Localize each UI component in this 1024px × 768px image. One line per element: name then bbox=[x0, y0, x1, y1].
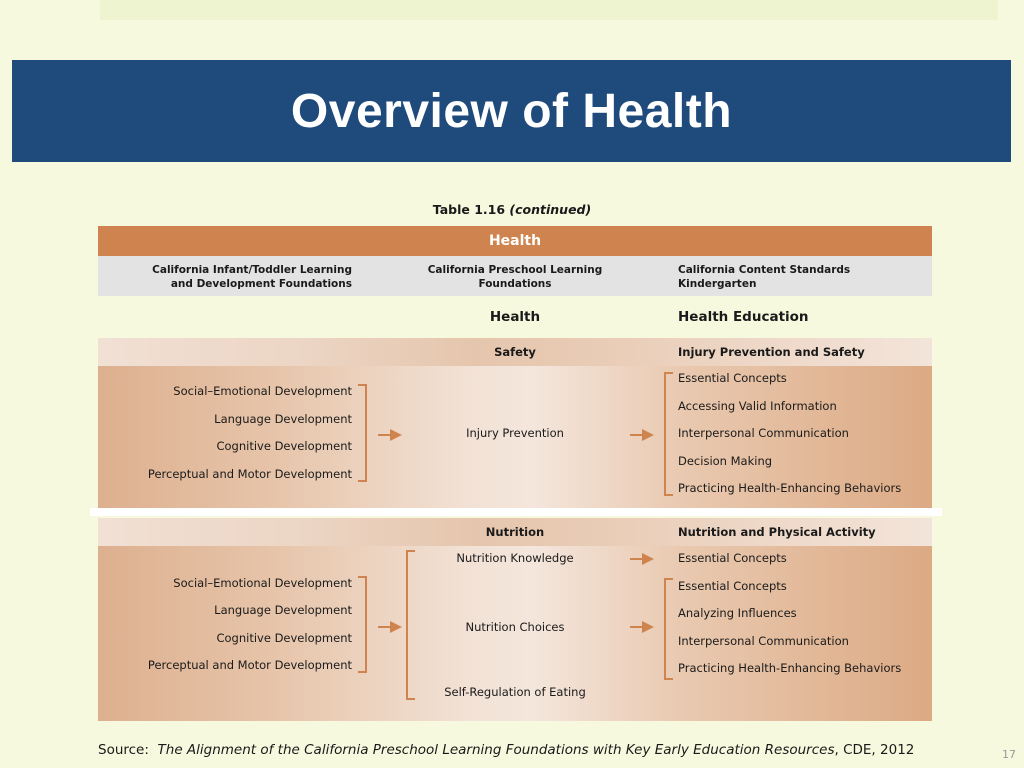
nutrition-band-head bbox=[98, 518, 932, 546]
nutrition-kinder-bracket bbox=[664, 578, 673, 680]
source-title: The Alignment of the California Preschool Learning Foundations with Key Early Education Resources bbox=[157, 742, 835, 758]
sub-header-health-education: Health Education bbox=[678, 309, 809, 325]
safety-infant-item: Cognitive Development bbox=[216, 439, 352, 453]
source-prefix: Source: bbox=[98, 742, 149, 758]
table-caption-suffix: (continued) bbox=[509, 202, 592, 217]
safety-infant-item: Social–Emotional Development bbox=[173, 384, 352, 398]
safety-band-head bbox=[98, 338, 932, 366]
col-header-kindergarten-line2: Kindergarten bbox=[678, 278, 757, 290]
sub-headers bbox=[98, 296, 932, 338]
nutrition-preschool-bracket bbox=[406, 550, 415, 700]
col-header-infant-line2: and Development Foundations bbox=[170, 278, 352, 290]
col-header-infant-line1: California Infant/Toddler Learning bbox=[152, 264, 352, 276]
nutrition-preschool-item: Nutrition Choices bbox=[465, 620, 565, 634]
safety-preschool-item: Injury Prevention bbox=[466, 426, 564, 440]
safety-infant-item: Perceptual and Motor Development bbox=[147, 467, 352, 481]
nutrition-infant-item: Cognitive Development bbox=[216, 631, 352, 645]
col-header-preschool-line1: California Preschool Learning bbox=[427, 264, 603, 276]
col-header-kindergarten bbox=[678, 263, 850, 291]
sub-header-health: Health bbox=[489, 309, 541, 325]
nutrition-kinder-item: Analyzing Influences bbox=[678, 606, 797, 620]
safety-infant-bracket bbox=[358, 384, 367, 482]
source-suffix: , CDE, 2012 bbox=[834, 742, 915, 758]
nutrition-infant-bracket bbox=[358, 576, 367, 673]
safety-kinder-item: Essential Concepts bbox=[678, 371, 787, 385]
nutrition-infant-item: Language Development bbox=[214, 603, 352, 617]
col-header-preschool bbox=[415, 263, 615, 291]
section-divider bbox=[90, 508, 942, 516]
arrow-right-icon bbox=[630, 620, 654, 634]
nutrition-kinder-item: Interpersonal Communication bbox=[678, 634, 849, 648]
col-header-kindergarten-line1: California Content Standards bbox=[678, 264, 851, 276]
nutrition-kinder-item: Essential Concepts bbox=[678, 579, 787, 593]
injury-prevention-safety-heading: Injury Prevention and Safety bbox=[678, 345, 865, 359]
arrow-right-icon bbox=[630, 428, 654, 442]
safety-kinder-item: Practicing Health-Enhancing Behaviors bbox=[678, 481, 902, 495]
arrow-right-icon bbox=[378, 428, 402, 442]
safety-kinder-item: Accessing Valid Information bbox=[678, 399, 837, 413]
safety-kinder-item: Decision Making bbox=[678, 454, 773, 468]
table-caption-prefix: Table 1.16 bbox=[432, 202, 506, 217]
title-bar bbox=[12, 60, 1011, 162]
source-citation bbox=[98, 742, 914, 758]
nutrition-preschool-item: Self-Regulation of Eating bbox=[444, 685, 586, 699]
arrow-right-icon bbox=[630, 552, 654, 566]
col-header-preschool-line2: Foundations bbox=[478, 278, 552, 290]
arrow-right-icon bbox=[378, 620, 402, 634]
safety-kinder-bracket bbox=[664, 372, 673, 496]
nutrition-preschool-item: Nutrition Knowledge bbox=[456, 551, 574, 565]
page-number: 17 bbox=[1002, 748, 1016, 761]
safety-infant-item: Language Development bbox=[214, 412, 352, 426]
slide-title: Overview of Health bbox=[290, 84, 733, 138]
table-header: Health bbox=[98, 226, 932, 256]
column-headers bbox=[98, 256, 932, 296]
nutrition-kinder-item: Practicing Health-Enhancing Behaviors bbox=[678, 661, 902, 675]
safety-heading: Safety bbox=[494, 345, 536, 359]
nutrition-kinder-top-item: Essential Concepts bbox=[678, 551, 787, 565]
table-caption bbox=[0, 202, 1024, 217]
nutrition-infant-item: Social–Emotional Development bbox=[173, 576, 352, 590]
safety-kinder-item: Interpersonal Communication bbox=[678, 426, 849, 440]
nutrition-infant-item: Perceptual and Motor Development bbox=[147, 658, 352, 672]
top-strip bbox=[100, 0, 998, 20]
col-header-infant bbox=[152, 263, 352, 291]
nutrition-heading: Nutrition bbox=[485, 525, 545, 539]
nutrition-physical-activity-heading: Nutrition and Physical Activity bbox=[678, 525, 876, 539]
